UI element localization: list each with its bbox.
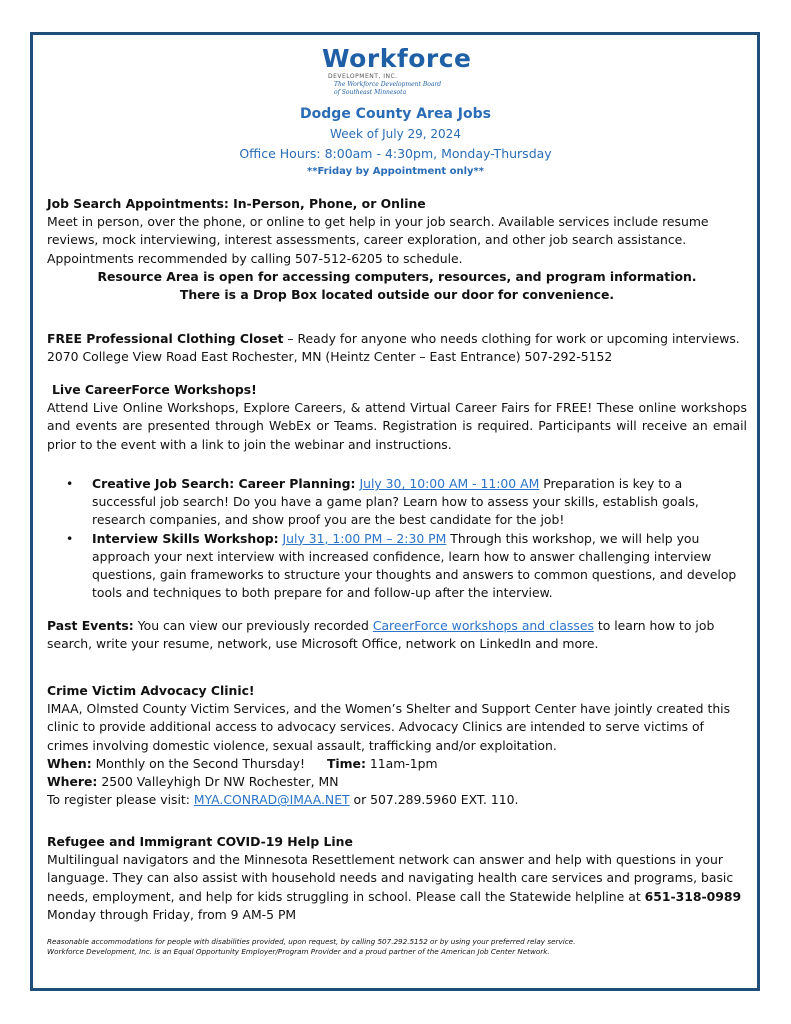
past-events-text-end: to learn how to job search, write your resume, network, use Microsoft Office, network on LinkedIn and more.: [47, 618, 715, 652]
workshop-title: Creative Job Search: Career Planning:: [92, 476, 356, 491]
workshop-date-link[interactable]: July 30, 10:00 AM - 11:00 AM: [359, 476, 540, 491]
workshop-description: Through this workshop, we will help you approach your next interview with increased confidence, learn how to answer challenging interview questions, gain frameworks to structure your thoughts and answers to common questions, and develop tools and techniques to both prepare for and follow-up after the interview.: [92, 530, 737, 601]
job-search-section: [47, 195, 747, 304]
workshops-heading: Live CareerForce Workshops!: [52, 382, 257, 397]
where-value: 2500 Valleyhigh Dr NW Rochester, MN: [97, 774, 339, 790]
closet-heading: FREE Professional Clothing Closet: [47, 331, 284, 346]
register-phone: or 507.289.5960 EXT. 110.: [349, 792, 519, 808]
closet-body: – Ready for anyone who needs clothing for work or upcoming interviews.: [283, 331, 740, 346]
workshop-list: [47, 475, 747, 602]
clothing-closet-section: [47, 330, 747, 366]
office-hours: Office Hours: 8:00am - 4:30pm, Monday-Thursday: [239, 146, 552, 161]
refugee-heading: Refugee and Immigrant COVID-19 Help Line: [47, 834, 353, 849]
week-line: Week of July 29, 2024: [330, 127, 461, 141]
where-label: Where:: [47, 774, 98, 790]
careerforce-workshops-link[interactable]: CareerForce workshops and classes: [372, 618, 594, 633]
helpline-hours: Monday through Friday, from 9 AM-5 PM: [47, 906, 297, 922]
footer-eeo: Workforce Development, Inc. is an Equal Opportunity Employer/Program Provider and a proud partner of the American Job Center Network.: [47, 947, 550, 956]
bullet-icon: •: [66, 476, 74, 491]
past-events-label: Past Events:: [47, 618, 134, 633]
past-events: [47, 617, 747, 653]
job-search-heading: Job Search Appointments: In-Person, Phone, or Online: [47, 196, 426, 211]
closet-address: 2070 College View Road East Rochester, MN (Heintz Center – East Entrance) 507-292-5152: [47, 349, 613, 365]
logo-subtitle: DEVELOPMENT, INC.: [328, 73, 398, 80]
refugee-body: Multilingual navigators and the Minnesota Resettlement network can answer and help with questions in your language. They can also assist with household needs and navigating health care services and programs, basic needs, employment, and help for kids struggling in school. Please call the Statewide helpline at: [47, 852, 734, 904]
when-value: Monthly on the Second Thursday!: [91, 755, 305, 771]
clinic-heading: Crime Victim Advocacy Clinic!: [47, 683, 255, 698]
workshop-item: [47, 475, 747, 530]
helpline-phone: 651-318-0989: [644, 888, 742, 904]
workshops-section: [47, 381, 747, 454]
workshop-title: Interview Skills Workshop:: [92, 530, 279, 546]
refugee-section: [47, 833, 747, 924]
logo-board-line-2: of Southeast Minnesota: [334, 89, 407, 96]
time-label: Time:: [326, 755, 366, 771]
workshop-date-link[interactable]: July 31, 1:00 PM – 2:30 PM: [282, 530, 447, 546]
resource-area-note: Resource Area is open for accessing computers, resources, and program information.: [97, 268, 697, 284]
bullet-icon: •: [66, 530, 74, 546]
workshop-description: Preparation is key to a successful job search! Do you have a game plan? Learn how to assess your skills, establish goals, research companies, and show proof you are the best candidate for the job!: [92, 476, 699, 528]
job-search-body: Meet in person, over the phone, or online to get help in your job search. Available services include resume reviews, mock interviewing, interest assessments, career exploration, and other job search assistance. Appointments recommended by calling 507-512-6205 to schedule.: [47, 214, 709, 266]
drop-box-note: There is a Drop Box located outside our door for convenience.: [179, 287, 615, 303]
logo-wordmark: Workforce: [322, 44, 472, 73]
friday-note: **Friday by Appointment only**: [307, 166, 484, 177]
footer-accommodations: Reasonable accommodations for people with disabilities provided, upon request, by calling 507.292.5152 or by using your preferred relay service.: [47, 937, 576, 946]
workshops-body: Attend Live Online Workshops, Explore Careers, & attend Virtual Career Fairs for FREE! These online workshops and events are presented through WebEx or Teams. Registration is required. Participants will receive an email prior to the event with a link to join the webinar and instructions.: [47, 400, 747, 452]
when-label: When:: [47, 755, 92, 771]
workshop-item: [47, 530, 747, 603]
register-email-link[interactable]: MYA.CONRAD@IMAA.NET: [193, 792, 350, 808]
register-text: To register please visit:: [47, 792, 194, 808]
clinic-section: [47, 682, 747, 809]
workforce-logo: [322, 45, 472, 97]
logo-board-line-1: The Workforce Development Board: [334, 81, 442, 88]
clinic-body: IMAA, Olmsted County Victim Services, and the Women’s Shelter and Support Center have jointly created this clinic to provide additional access to advocacy services. Advocacy Clinics are intended to serve victims of crimes involving domestic violence, sexual assault, trafficking and/or exploitation.: [47, 701, 731, 753]
past-events-text: You can view our previously recorded: [133, 618, 373, 633]
footer: [47, 937, 747, 957]
page-title: Dodge County Area Jobs: [300, 106, 491, 122]
time-value: 11am-1pm: [365, 755, 438, 771]
